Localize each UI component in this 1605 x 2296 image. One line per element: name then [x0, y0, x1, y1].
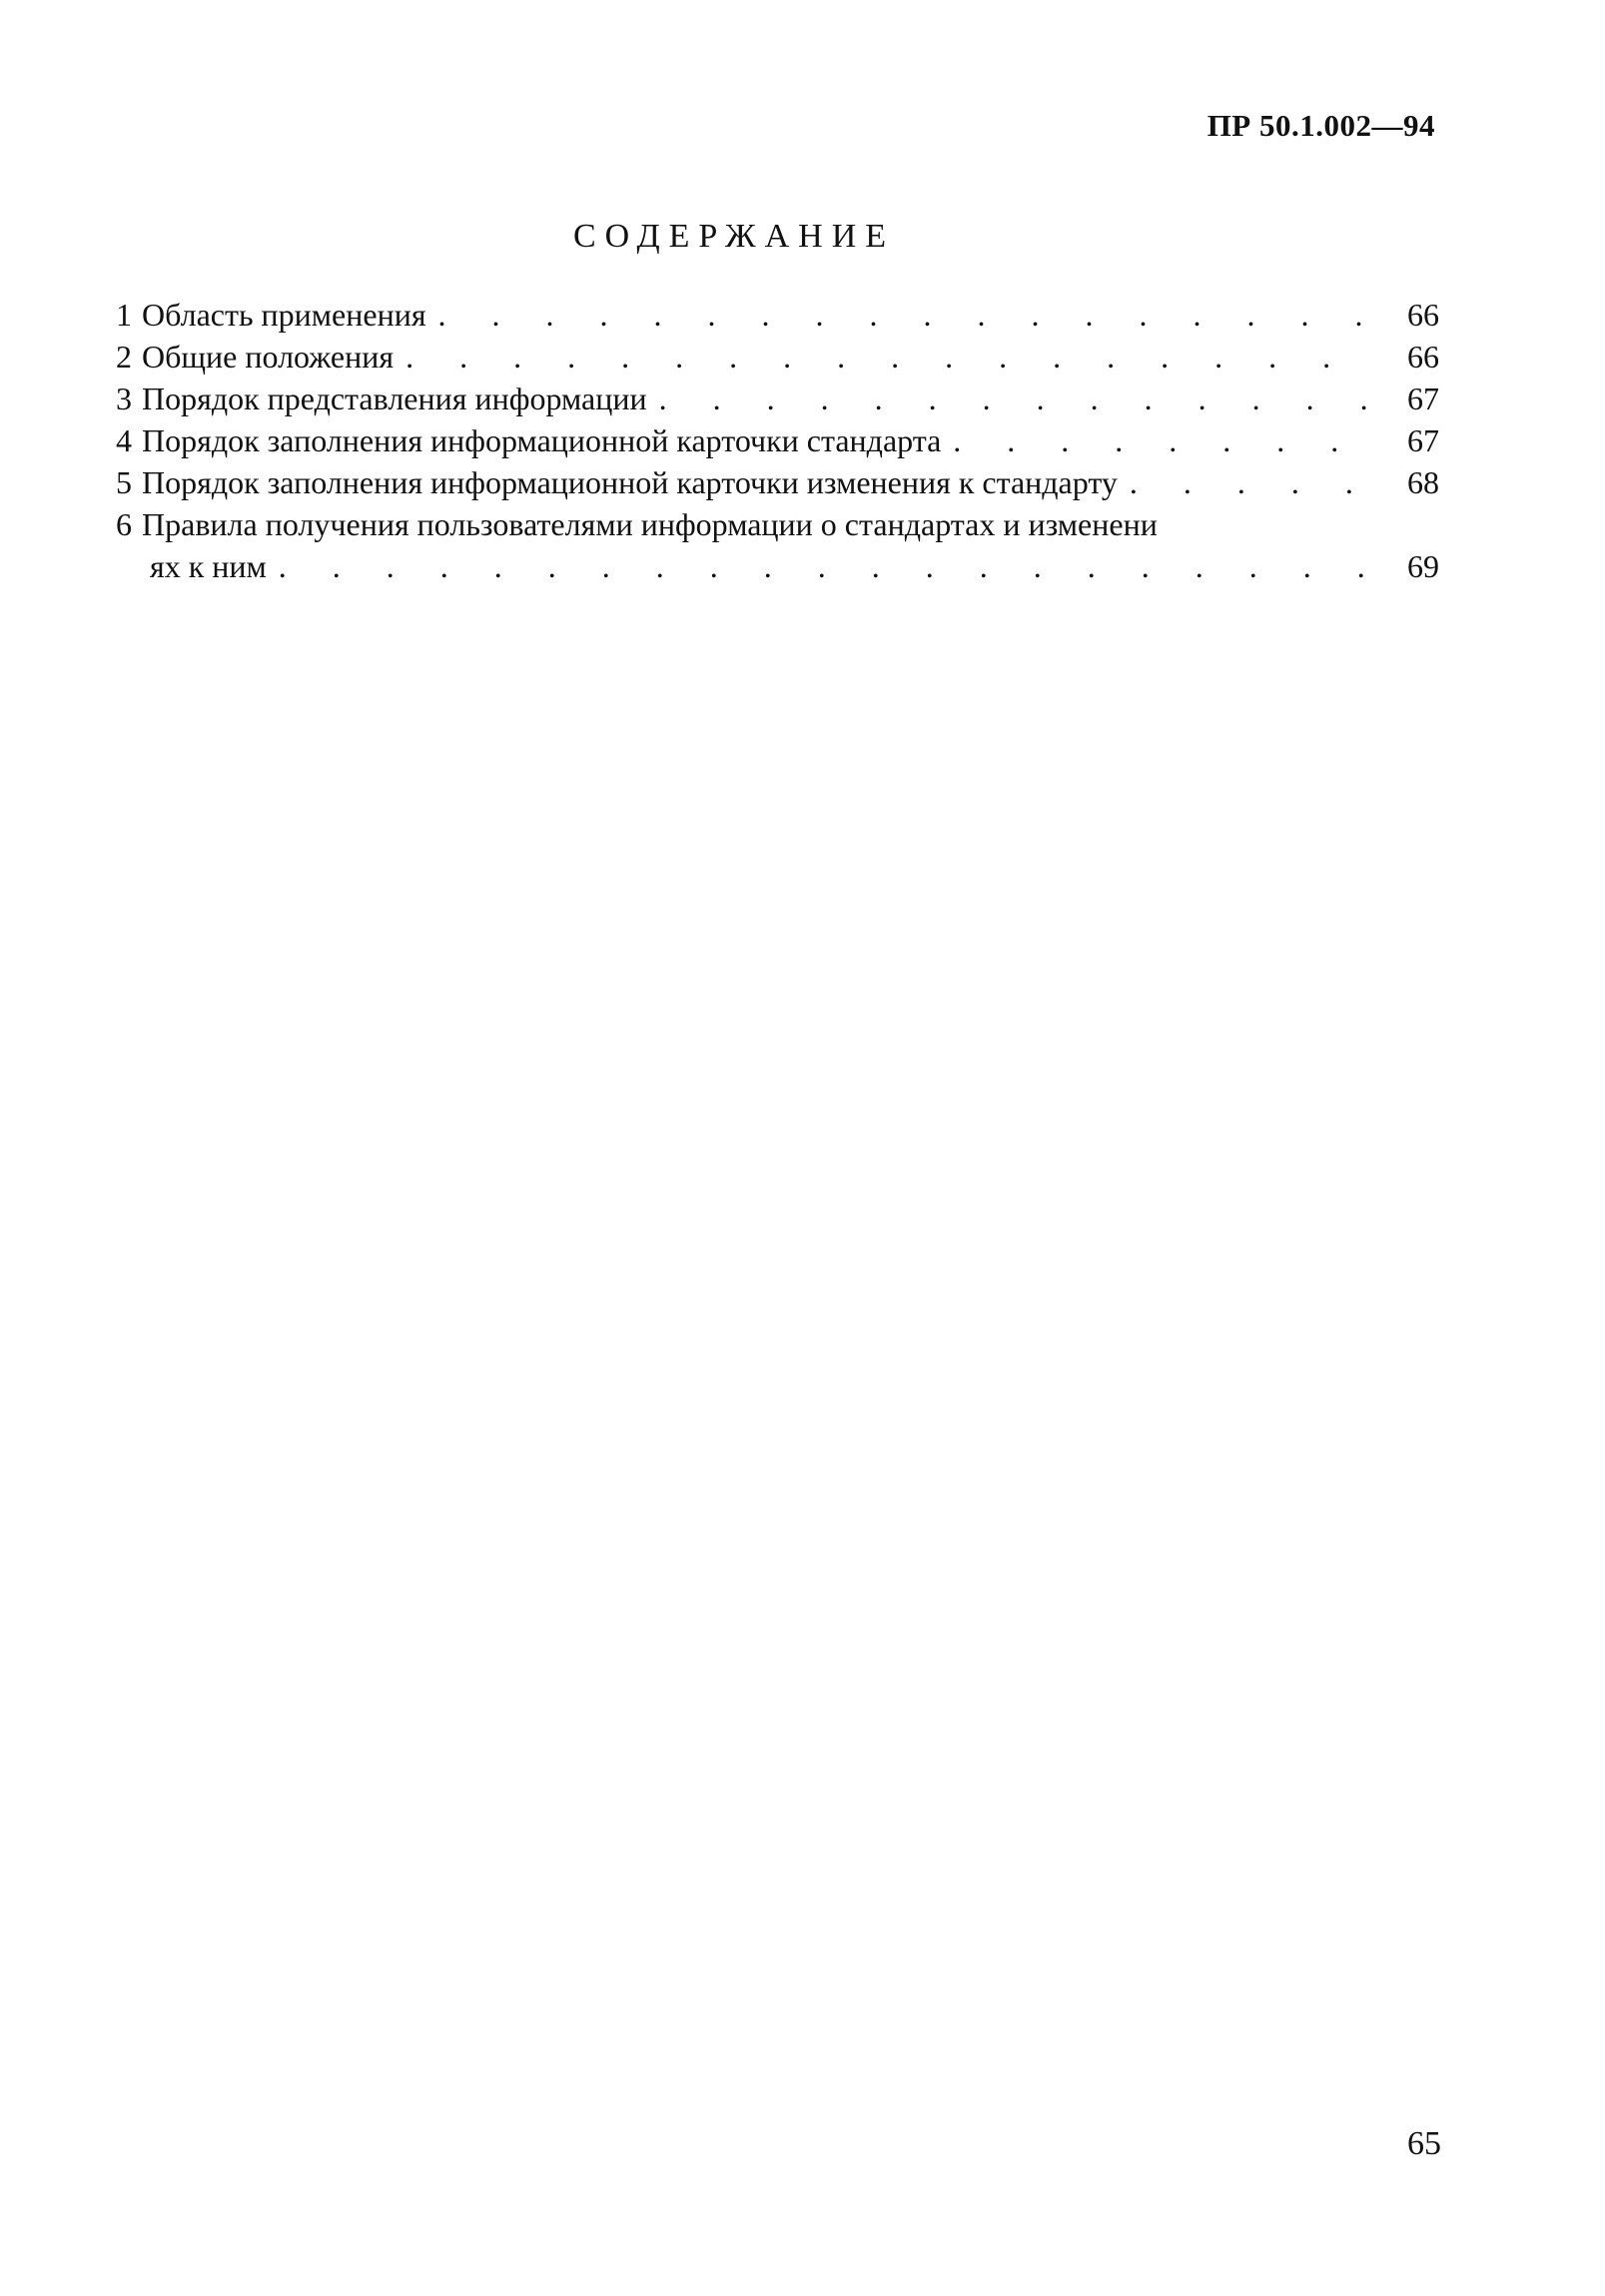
- dot-leader: [953, 419, 1371, 461]
- toc-title: СОДЕРЖАНИЕ: [572, 218, 896, 255]
- toc-entry-continuation[interactable]: [116, 545, 1439, 587]
- document-code: ПР 50.1.002—94: [1206, 108, 1435, 143]
- table-of-contents: [116, 294, 1439, 587]
- toc-entry-page: 67: [1407, 422, 1439, 458]
- toc-entry[interactable]: [116, 336, 1439, 378]
- toc-entry-number: 4: [116, 422, 132, 458]
- dot-leader: [1130, 461, 1371, 503]
- toc-entry-page: 68: [1407, 464, 1439, 500]
- toc-entry-title: Область применения: [142, 297, 426, 333]
- toc-entry-number: 5: [116, 464, 132, 500]
- toc-entry-title: Порядок заполнения информационной карточки изменения к стандарту: [142, 464, 1118, 500]
- toc-entry-number: 2: [116, 339, 132, 375]
- toc-entry-page: 66: [1407, 297, 1439, 333]
- toc-entry-number: 3: [116, 381, 132, 416]
- toc-entry-title: Порядок представления информации: [142, 381, 647, 416]
- toc-entry-title: Порядок заполнения информационной карточки стандарта: [142, 422, 942, 458]
- dot-leader: [659, 378, 1371, 419]
- toc-entry[interactable]: [116, 294, 1439, 336]
- toc-entry-title: Общие положения: [142, 339, 395, 375]
- toc-entry[interactable]: [116, 503, 1439, 545]
- dot-leader: [279, 545, 1371, 587]
- toc-entry-title: Правила получения пользователями информации о стандартах и изменени: [142, 506, 1158, 542]
- toc-entry-title-continued: ях к ним: [150, 548, 267, 584]
- toc-entry-page: 67: [1407, 381, 1439, 416]
- toc-entry-number: 6: [116, 506, 132, 542]
- dot-leader: [405, 336, 1371, 378]
- page-number: 65: [1407, 2125, 1441, 2162]
- toc-entry-page: 69: [1407, 548, 1439, 584]
- toc-entry-number: 1: [116, 297, 132, 333]
- dot-leader: [438, 294, 1371, 336]
- toc-entry[interactable]: [116, 419, 1439, 461]
- toc-entry-page: 66: [1407, 339, 1439, 375]
- toc-entry[interactable]: [116, 378, 1439, 419]
- toc-entry[interactable]: [116, 461, 1439, 503]
